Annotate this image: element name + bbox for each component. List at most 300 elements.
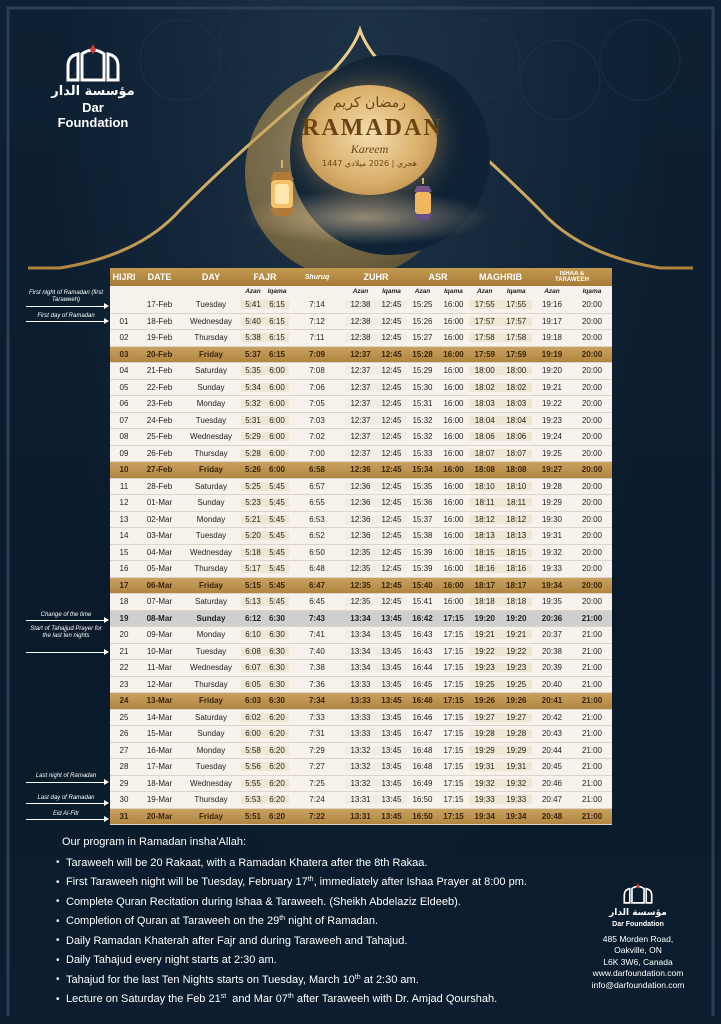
note-item — [56, 853, 576, 873]
table-row — [110, 660, 612, 677]
iqama-time: 12:45 — [381, 366, 402, 376]
iqama-label: Iqama — [267, 288, 287, 295]
table-row — [110, 611, 612, 628]
hijri-cell: 09 — [119, 448, 129, 458]
iqama-time: 13:45 — [381, 663, 402, 673]
hijri-cell: 02 — [119, 333, 129, 343]
iqama-time: 21:00 — [581, 696, 603, 706]
azan-time: 12:36 — [350, 531, 371, 541]
azan-time: 17:55 — [474, 300, 495, 310]
ishaa-cell — [532, 531, 612, 540]
azan-time: 13:31 — [350, 811, 371, 821]
azan-time: 19:26 — [474, 696, 495, 706]
date-cell: 20-Mar — [146, 811, 173, 821]
maghrib-cell — [469, 416, 532, 425]
date-cell: 10-Mar — [146, 646, 173, 656]
iqama-time: 16:00 — [443, 382, 464, 392]
hero-arabic-greeting: رمضان كريم — [332, 95, 406, 111]
azan-time: 18:12 — [474, 514, 495, 524]
azan-time: 17:58 — [474, 333, 495, 343]
fajr-cell — [241, 449, 289, 458]
shuruq-cell: 7:34 — [308, 696, 325, 706]
zuhr-cell — [345, 482, 407, 491]
iqama-time: 17:15 — [443, 646, 464, 656]
iqama-time: 17:15 — [443, 712, 464, 722]
zuhr-cell — [345, 581, 407, 590]
ordinal-suffix: st — [220, 993, 227, 1001]
azan-time: 19:31 — [474, 762, 495, 772]
hijri-cell: 04 — [119, 366, 129, 376]
azan-time: 19:16 — [541, 300, 563, 310]
iqama-time: 6:20 — [269, 712, 285, 722]
azan-time: 15:36 — [412, 498, 433, 508]
maghrib-cell — [469, 581, 532, 590]
iqama-time: 20:00 — [581, 514, 603, 524]
iqama-time: 5:45 — [269, 498, 285, 508]
azan-time: 20:38 — [541, 646, 563, 656]
hijri-cell: 01 — [119, 316, 129, 326]
azan-time: 19:35 — [541, 597, 563, 607]
zuhr-cell — [345, 548, 407, 557]
table-row — [110, 528, 612, 545]
table-row — [110, 330, 612, 347]
ishaa-cell — [532, 647, 612, 656]
iqama-time: 20:00 — [581, 597, 603, 607]
azan-time: 16:49 — [412, 778, 433, 788]
date-cell: 03-Mar — [146, 531, 173, 541]
iqama-time: 17:57 — [506, 316, 527, 326]
iqama-time: 17:15 — [443, 811, 464, 821]
iqama-time: 19:34 — [506, 811, 527, 821]
ishaa-cell — [532, 795, 612, 804]
iqama-time: 6:00 — [269, 415, 285, 425]
iqama-time: 21:00 — [581, 613, 603, 623]
shuruq-cell: 7:02 — [309, 432, 325, 442]
ishaa-cell — [532, 762, 612, 771]
iqama-time: 20:00 — [581, 349, 603, 359]
azan-time: 19:20 — [541, 366, 563, 376]
iqama-time: 6:20 — [269, 762, 285, 772]
note-item — [56, 892, 576, 912]
azan-time: 19:25 — [474, 679, 495, 689]
ishaa-cell — [532, 482, 612, 491]
azan-time: 19:19 — [541, 349, 563, 359]
asr-cell — [407, 680, 469, 689]
iqama-time: 12:45 — [381, 498, 402, 508]
azan-time: 19:25 — [541, 448, 563, 458]
hijri-cell: 20 — [119, 630, 129, 640]
logo-mark-icon — [621, 882, 655, 904]
date-cell: 21-Feb — [146, 366, 173, 376]
azan-time: 12:37 — [350, 432, 371, 442]
iqama-time: 17:15 — [443, 729, 464, 739]
bullet-icon: • — [56, 915, 60, 927]
iqama-time: 6:15 — [268, 349, 285, 359]
asr-cell — [407, 300, 469, 309]
shuruq-cell: 6:52 — [309, 531, 325, 541]
ishaa-cell — [532, 713, 612, 722]
fajr-cell — [241, 647, 289, 656]
azan-time: 6:07 — [245, 663, 261, 673]
azan-label: Azan — [476, 288, 493, 295]
azan-time: 16:46 — [412, 696, 433, 706]
azan-time: 16:42 — [412, 613, 433, 623]
ishaa-cell — [532, 696, 612, 705]
hijri-cell: 12 — [119, 498, 129, 508]
day-cell: Saturday — [194, 366, 228, 376]
shuruq-cell: 6:47 — [308, 580, 325, 590]
azan-time: 13:32 — [350, 762, 371, 772]
azan-time: 12:37 — [350, 349, 371, 359]
shuruq-cell: 7:14 — [309, 300, 325, 310]
azan-time: 18:17 — [474, 580, 495, 590]
shuruq-cell: 6:53 — [309, 514, 325, 524]
hijri-cell: 31 — [119, 811, 129, 821]
header-hijri: HIJRI — [112, 272, 136, 282]
shuruq-cell: 7:05 — [309, 399, 325, 409]
iqama-label: Iqama — [506, 288, 526, 295]
header-ishaa-taraweeh — [532, 271, 612, 284]
maghrib-cell — [469, 432, 532, 441]
azan-time: 5:25 — [245, 481, 261, 491]
table-row — [110, 578, 612, 595]
day-cell: Wednesday — [189, 432, 233, 442]
table-row — [110, 396, 612, 413]
fajr-cell — [241, 350, 289, 359]
azan-time: 16:47 — [412, 729, 433, 739]
zuhr-cell — [345, 416, 407, 425]
azan-time: 15:32 — [412, 432, 433, 442]
azan-time: 20:46 — [541, 778, 563, 788]
iqama-time: 19:27 — [506, 712, 527, 722]
iqama-time: 21:00 — [581, 729, 603, 739]
iqama-time: 16:00 — [443, 498, 464, 508]
table-row — [110, 413, 612, 430]
date-cell: 27-Feb — [146, 465, 173, 475]
zuhr-cell — [345, 317, 407, 326]
azan-time: 15:41 — [412, 597, 433, 607]
asr-cell — [407, 432, 469, 441]
zuhr-cell — [345, 465, 407, 474]
iqama-time: 12:45 — [381, 580, 402, 590]
asr-cell — [407, 614, 469, 623]
date-cell: 11-Mar — [147, 663, 172, 673]
azan-time: 6:00 — [245, 729, 261, 739]
day-cell: Thursday — [194, 795, 228, 805]
iqama-time: 12:45 — [381, 432, 402, 442]
azan-time: 18:00 — [474, 366, 495, 376]
zuhr-cell — [345, 333, 407, 342]
maghrib-cell — [469, 366, 532, 375]
logo-mark-icon — [62, 42, 124, 82]
hijri-cell: 06 — [119, 399, 129, 409]
note-item — [56, 912, 576, 932]
azan-time: 5:32 — [245, 399, 261, 409]
maghrib-cell — [469, 350, 532, 359]
date-cell: 18-Mar — [146, 778, 173, 788]
iqama-time: 6:30 — [269, 679, 285, 689]
iqama-time: 5:45 — [269, 514, 285, 524]
iqama-time: 6:30 — [269, 663, 285, 673]
iqama-time: 5:45 — [269, 597, 285, 607]
day-cell: Sunday — [197, 498, 225, 508]
hero-title: RAMADAN — [302, 115, 443, 141]
maghrib-cell — [469, 548, 532, 557]
azan-time: 16:48 — [412, 762, 433, 772]
iqama-time: 12:45 — [381, 300, 402, 310]
date-cell: 25-Feb — [146, 432, 173, 442]
table-row — [110, 561, 612, 578]
azan-time: 19:23 — [474, 663, 495, 673]
note-item — [56, 970, 576, 990]
azan-time: 5:18 — [245, 547, 261, 557]
iqama-time: 13:45 — [381, 613, 402, 623]
shuruq-cell: 7:08 — [309, 366, 325, 376]
iqama-time: 20:00 — [581, 564, 603, 574]
hijri-cell: 07 — [119, 415, 129, 425]
azan-time: 18:08 — [474, 465, 495, 475]
shuruq-cell: 7:29 — [309, 745, 325, 755]
azan-time: 20:37 — [541, 630, 563, 640]
note-text: Daily Tahajud every night starts at 2:30 am. — [66, 954, 277, 967]
iqama-label: Iqama — [444, 288, 463, 295]
azan-time: 16:43 — [412, 630, 433, 640]
azan-time: 20:39 — [541, 663, 563, 673]
annotation-time-change: Change of the time — [40, 612, 92, 618]
day-cell: Saturday — [194, 597, 228, 607]
zuhr-cell — [345, 366, 407, 375]
maghrib-cell — [469, 713, 532, 722]
subheader-maghrib — [469, 288, 532, 295]
note-item — [56, 990, 576, 1010]
zuhr-cell — [345, 449, 407, 458]
ramadan-medallion — [302, 85, 443, 195]
iqama-time: 18:10 — [506, 481, 527, 491]
zuhr-cell — [345, 515, 407, 524]
note-text-part: Lecture on Saturday the Feb 21 — [66, 993, 221, 1006]
annotation-last-night: Last night of Ramadan — [35, 773, 97, 779]
shuruq-cell: 7:12 — [309, 316, 325, 326]
ordinal-suffix: th — [287, 993, 294, 1001]
hero-subtitle: Kareem — [350, 142, 389, 156]
azan-time: 5:20 — [245, 531, 261, 541]
iqama-time: 6:00 — [268, 465, 285, 475]
iqama-time: 18:07 — [506, 448, 527, 458]
asr-cell — [407, 729, 469, 738]
iqama-time: 17:15 — [443, 613, 464, 623]
website-link[interactable]: www.darfoundation.com — [592, 968, 684, 978]
asr-cell — [407, 465, 469, 474]
azan-time: 20:44 — [541, 745, 563, 755]
table-row — [110, 495, 612, 512]
azan-time: 19:32 — [474, 778, 495, 788]
ishaa-cell — [532, 366, 612, 375]
day-cell: Tuesday — [195, 531, 227, 541]
iqama-time: 16:00 — [443, 349, 464, 359]
iqama-time: 6:15 — [269, 300, 285, 310]
azan-time: 18:10 — [474, 481, 495, 491]
table-row — [110, 545, 612, 562]
azan-time: 6:03 — [244, 696, 261, 706]
zuhr-cell — [345, 597, 407, 606]
asr-cell — [407, 531, 469, 540]
iqama-time: 6:15 — [269, 333, 285, 343]
fajr-cell — [241, 432, 289, 441]
note-text — [66, 915, 378, 927]
azan-time: 12:37 — [350, 415, 371, 425]
date-cell: 09-Mar — [146, 630, 173, 640]
iqama-time: 18:12 — [506, 514, 527, 524]
subheader-fajr — [241, 288, 289, 295]
ishaa-cell — [532, 564, 612, 573]
shuruq-cell: 7:27 — [309, 762, 325, 772]
date-cell: 02-Mar — [146, 514, 173, 524]
azan-time: 16:48 — [412, 745, 433, 755]
azan-time: 18:07 — [474, 448, 495, 458]
azan-time: 5:23 — [245, 498, 261, 508]
day-cell: Wednesday — [189, 663, 233, 673]
iqama-time: 16:00 — [443, 564, 464, 574]
hero-year-line: 1447 هجري | 2026 ميلادي — [322, 159, 417, 168]
iqama-time: 6:00 — [269, 399, 285, 409]
iqama-time: 21:00 — [581, 795, 603, 805]
hijri-cell: 16 — [119, 564, 129, 574]
iqama-time: 21:00 — [581, 762, 603, 772]
shuruq-cell: 7:24 — [309, 795, 325, 805]
day-cell: Tuesday — [195, 415, 227, 425]
azan-time: 15:35 — [412, 481, 433, 491]
azan-time: 19:29 — [474, 745, 495, 755]
fajr-cell — [241, 366, 289, 375]
iqama-time: 19:28 — [506, 729, 527, 739]
iqama-time: 6:00 — [269, 382, 285, 392]
day-cell: Wednesday — [189, 778, 233, 788]
fajr-cell — [241, 630, 289, 639]
azan-time: 16:43 — [412, 646, 433, 656]
header-taraweeh: TARAWEEH — [555, 277, 589, 283]
asr-cell — [407, 564, 469, 573]
iqama-time: 19:22 — [506, 646, 527, 656]
azan-time: 5:51 — [244, 811, 261, 821]
arrow-icon — [104, 303, 109, 309]
date-cell: 23-Feb — [146, 399, 173, 409]
azan-time: 12:38 — [350, 316, 371, 326]
azan-time: 15:26 — [412, 316, 433, 326]
zuhr-cell — [345, 779, 407, 788]
azan-time: 12:36 — [350, 514, 371, 524]
azan-label: Azan — [245, 288, 261, 295]
iqama-time: 20:00 — [581, 531, 603, 541]
email-link[interactable]: info@darfoundation.com — [591, 979, 685, 990]
hijri-cell: 11 — [119, 481, 129, 491]
table-row — [110, 314, 612, 331]
asr-cell — [407, 581, 469, 590]
hijri-cell: 25 — [119, 712, 129, 722]
iqama-time: 18:03 — [506, 399, 527, 409]
iqama-time: 18:17 — [506, 580, 527, 590]
day-cell: Tuesday — [195, 762, 227, 772]
maghrib-cell — [469, 564, 532, 573]
table-row — [110, 594, 612, 611]
day-cell: Friday — [198, 465, 223, 475]
iqama-time: 16:00 — [443, 481, 464, 491]
table-row — [110, 776, 612, 793]
iqama-time: 18:15 — [506, 547, 527, 557]
note-text — [66, 876, 527, 888]
iqama-time: 12:45 — [381, 514, 402, 524]
shuruq-cell: 7:36 — [309, 679, 325, 689]
ishaa-cell — [532, 350, 612, 359]
ishaa-cell — [532, 597, 612, 606]
shuruq-cell: 6:48 — [309, 564, 325, 574]
azan-time: 13:34 — [350, 646, 371, 656]
table-subheader — [110, 286, 612, 297]
contact-block — [583, 882, 693, 991]
iqama-time: 18:08 — [506, 465, 527, 475]
azan-time: 13:33 — [350, 679, 371, 689]
annotation-tahajjud: Start of Tahajjud Prayer for the last ten nights — [30, 626, 102, 639]
azan-time: 17:59 — [474, 349, 495, 359]
iqama-time: 20:00 — [581, 448, 603, 458]
zuhr-cell — [345, 564, 407, 573]
bullet-icon: • — [56, 935, 60, 947]
note-text-part: after Taraweeh with Dr. Amjad Qourshah. — [293, 993, 498, 1006]
iqama-time: 16:00 — [443, 366, 464, 376]
fajr-cell — [241, 548, 289, 557]
hijri-cell: 28 — [119, 762, 129, 772]
address-arabic-name: مؤسسة الدار — [609, 907, 667, 918]
zuhr-cell — [345, 729, 407, 738]
annotation-eid: Eid Al-Fitr — [52, 811, 80, 817]
fajr-cell — [241, 383, 289, 392]
fajr-cell — [241, 465, 289, 474]
iqama-time: 18:02 — [506, 382, 527, 392]
asr-cell — [407, 812, 469, 821]
iqama-time: 12:45 — [381, 564, 402, 574]
zuhr-cell — [345, 383, 407, 392]
maghrib-cell — [469, 746, 532, 755]
fajr-cell — [241, 680, 289, 689]
azan-time: 12:37 — [350, 382, 371, 392]
asr-cell — [407, 713, 469, 722]
logo — [48, 42, 138, 130]
subheader-asr — [407, 288, 469, 295]
bullet-icon: • — [56, 974, 60, 986]
maghrib-cell — [469, 795, 532, 804]
note-text-part: , immediately after Ishaa Prayer at 8:00 pm. — [313, 876, 527, 889]
iqama-time: 21:00 — [581, 630, 603, 640]
annotation-line — [26, 803, 106, 804]
iqama-time: 19:29 — [506, 745, 527, 755]
fajr-cell — [241, 746, 289, 755]
day-cell: Sunday — [196, 613, 226, 623]
iqama-label: Iqama — [382, 288, 401, 295]
iqama-time: 12:45 — [381, 316, 402, 326]
iqama-time: 12:45 — [381, 382, 402, 392]
maghrib-cell — [469, 663, 532, 672]
arrow-icon — [104, 617, 109, 623]
bullet-icon: • — [56, 857, 60, 869]
azan-time: 19:30 — [541, 514, 563, 524]
maghrib-cell — [469, 630, 532, 639]
shuruq-cell: 7:43 — [308, 613, 325, 623]
maghrib-cell — [469, 531, 532, 540]
bullet-icon: • — [56, 896, 60, 908]
azan-time: 15:29 — [412, 366, 433, 376]
iqama-time: 20:00 — [581, 366, 603, 376]
iqama-time: 6:00 — [269, 366, 285, 376]
azan-time: 19:34 — [541, 580, 563, 590]
